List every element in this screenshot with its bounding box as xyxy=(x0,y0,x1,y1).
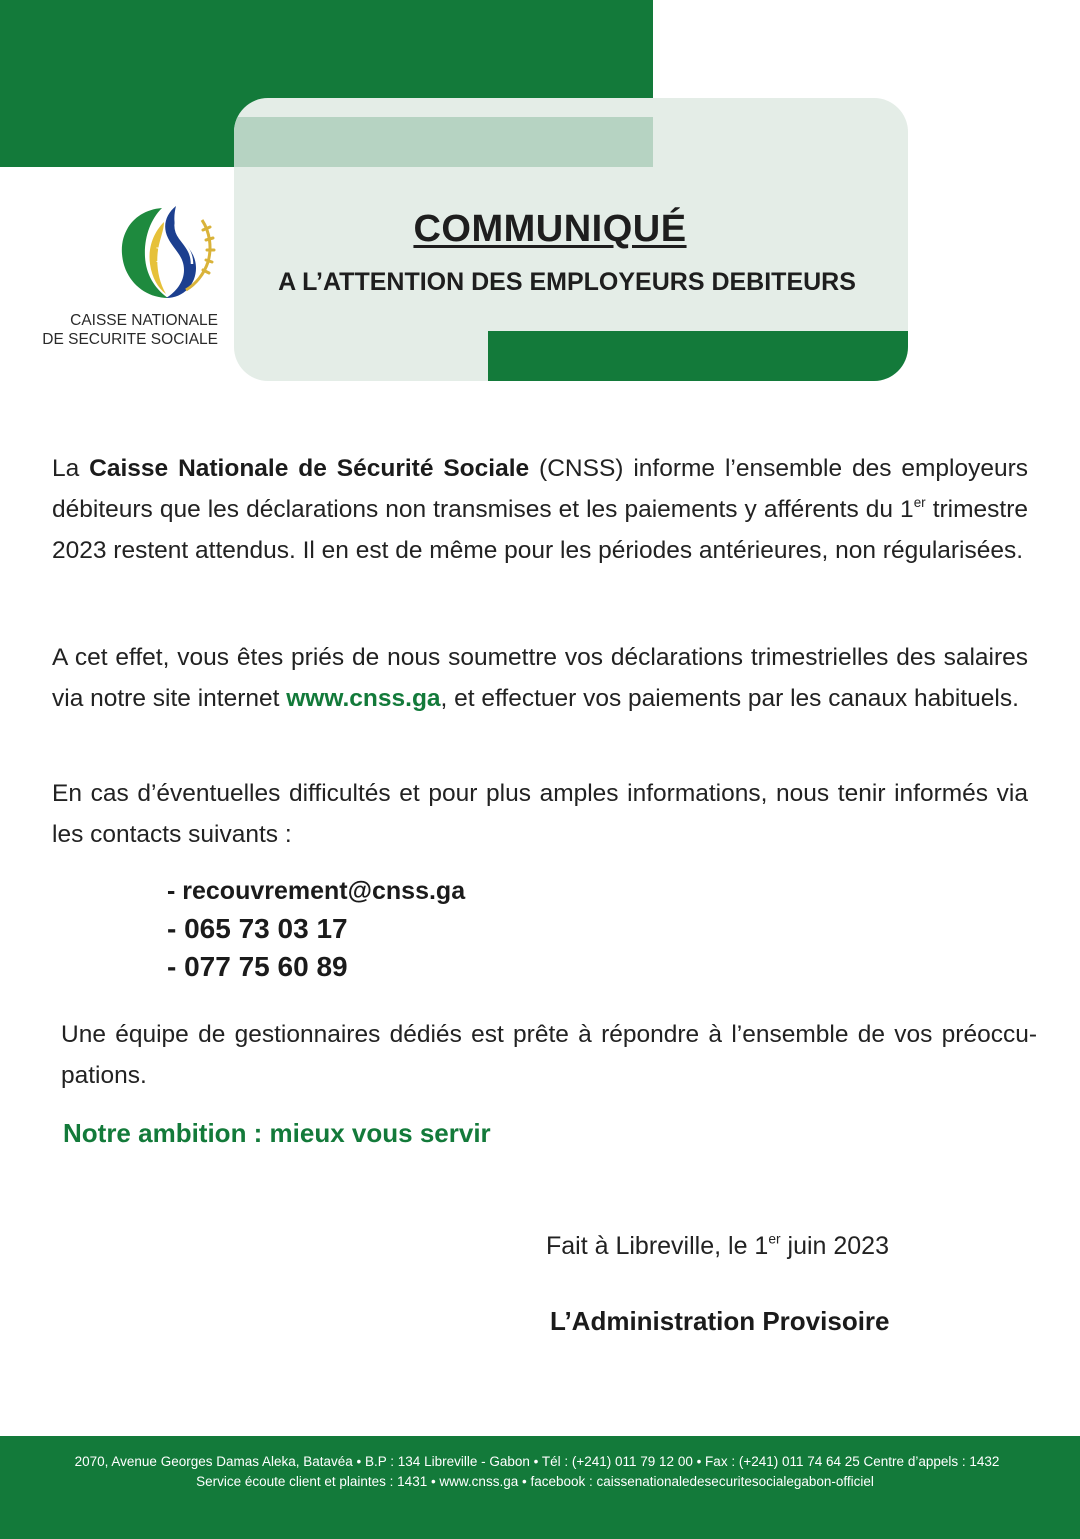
paragraph-team: Une équipe de gestionnaires dédiés est prête à répondre à l’ensemble de vos préoccu-pations. xyxy=(61,1021,1037,1089)
ambition-slogan: Notre ambition : mieux vous servir xyxy=(63,1118,491,1148)
logo-caption-line2: DE SECURITE SOCIALE xyxy=(42,331,218,348)
org-name: Caisse Nationale de Sécurité Sociale xyxy=(89,455,530,482)
paragraph-contacts-intro: En cas d’éventuelles difficultés et pour plus amples informations, nous tenir informés via les contacts suivants : xyxy=(52,780,1028,848)
header-green-bar xyxy=(488,331,908,381)
footer-line-address: 2070, Avenue Georges Damas Aleka, Batavéa • B.P : 134 Libreville - Gabon • Tél : (+241) 011 79 12 00 • Fax : (+241) 011 74 64 25 Centre d’appels : 1432 xyxy=(74,1454,1000,1469)
contact-email[interactable]: - recouvrement@cnss.ga xyxy=(167,877,466,905)
logo-caption xyxy=(20,311,218,349)
contact-phone-1[interactable]: - 065 73 03 17 xyxy=(167,913,348,944)
header-card xyxy=(234,98,908,381)
paragraph-declarations xyxy=(52,637,1028,719)
contacts-list xyxy=(167,872,465,986)
header-mint-band xyxy=(234,117,653,167)
contact-phone-2[interactable]: - 077 75 60 89 xyxy=(167,951,348,982)
place-date-sup: er xyxy=(768,1231,781,1247)
declarations-text-a: A cet effet, vous êtes priés de nous soumettre vos déclarations trimestrielles des salaires via notre site internet xyxy=(52,644,1028,712)
signature: L’Administration Provisoire xyxy=(550,1306,890,1336)
place-date xyxy=(546,1232,889,1261)
page-subtitle: A L’ATTENTION DES EMPLOYEURS DEBITEURS xyxy=(278,268,856,296)
place-date-a: Fait à Libreville, le 1 xyxy=(546,1232,769,1260)
declarations-text-b: , et effectuer vos paiements par les canaux habituels. xyxy=(440,685,1019,712)
page-title: COMMUNIQUÉ xyxy=(413,208,687,250)
logo-caption-line1: CAISSE NATIONALE xyxy=(70,312,218,329)
intro-text-a: (CNSS) informe l’ensemble des employeurs débiteurs que les déclarations non transmises et les paiements y afférents du 1 xyxy=(52,455,1029,523)
place-date-b: juin 2023 xyxy=(780,1232,889,1260)
footer xyxy=(0,1436,1080,1539)
website-link[interactable]: www.cnss.ga xyxy=(286,685,441,712)
svg-text:N: N xyxy=(156,242,172,267)
paragraph-intro xyxy=(52,448,1028,571)
intro-text-b: trimestre 2023 restent attendus. Il en est de même pour les périodes antérieures, non régularisées. xyxy=(52,496,1028,564)
cnss-logo-icon xyxy=(118,202,218,302)
intro-sup: er xyxy=(913,494,926,510)
footer-line-contacts: Service écoute client et plaintes : 1431 • www.cnss.ga • facebook : caissenationaledesecuritesocialegabon-officiel xyxy=(196,1474,874,1489)
intro-prefix: La xyxy=(52,455,90,482)
